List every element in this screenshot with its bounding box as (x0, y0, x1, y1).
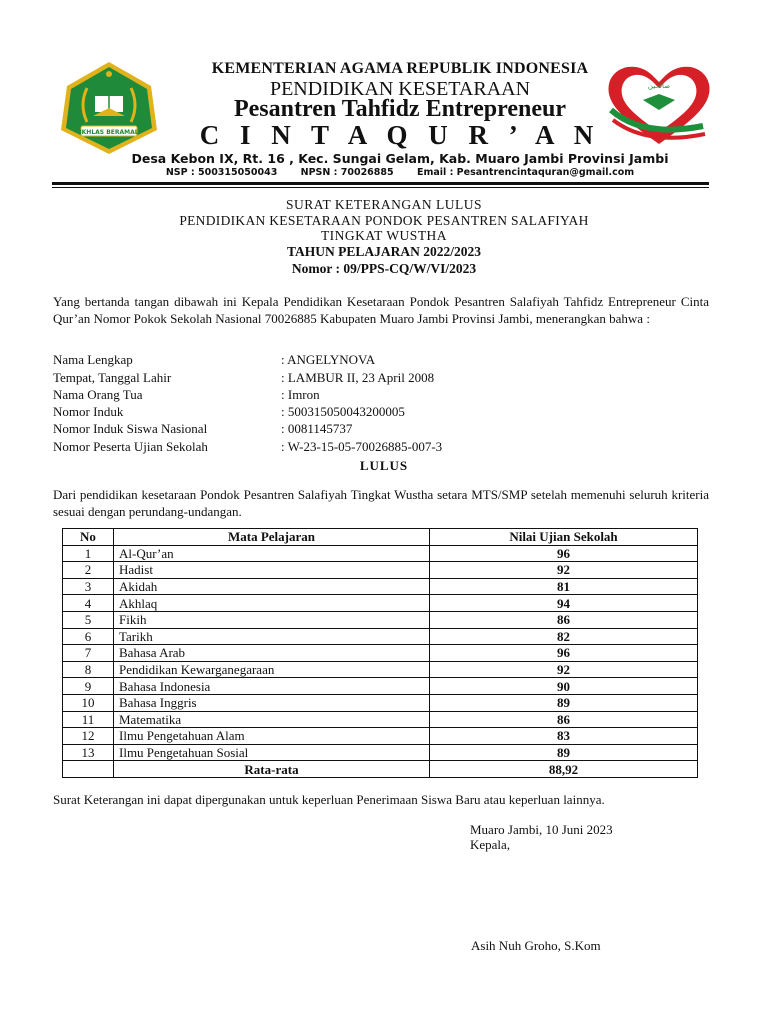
subject-name: Ilmu Pengetahuan Alam (114, 728, 430, 745)
subject-name: Hadist (114, 562, 430, 579)
row-number: 12 (63, 728, 114, 745)
ministry-name: KEMENTERIAN AGAMA REPUBLIK INDONESIA (211, 60, 589, 77)
field-label: Nomor Induk (53, 404, 124, 419)
subject-score: 86 (430, 711, 698, 728)
row-number: 11 (63, 711, 114, 728)
subject-score: 89 (430, 694, 698, 711)
subject-name: Matematika (114, 711, 430, 728)
subject-score: 92 (430, 661, 698, 678)
field-label: Nomor Peserta Ujian Sekolah (53, 439, 208, 454)
document-year: TAHUN PELAJARAN 2022/2023 (286, 244, 481, 259)
school-type: Pesantren Tahfidz Entrepreneur (233, 96, 567, 122)
row-number: 8 (63, 661, 114, 678)
subject-name: Bahasa Indonesia (114, 678, 430, 695)
subject-score: 96 (430, 645, 698, 662)
subject-score: 96 (430, 545, 698, 562)
npsn-text: NPSN : 70026885 (300, 167, 394, 178)
table-row (63, 728, 698, 745)
subject-score: 82 (430, 628, 698, 645)
intro-paragraph: Yang bertanda tangan dibawah ini Kepala Pendidikan Kesetaraan Pondok Pesantren Salafiyah Tahfidz Entrepreneur Cinta Qur’an Nomor Pokok Sekolah Nasional 70026885 Kabupaten Muaro Jambi Provinsi Jambi, menerangkan bahwa : (53, 294, 709, 326)
table-row (63, 678, 698, 695)
subject-score: 92 (430, 562, 698, 579)
email-text: Email : Pesantrencintaquran@gmail.com (416, 167, 635, 178)
field-label: Nama Orang Tua (53, 387, 143, 402)
field-value-birth: : LAMBUR II, 23 April 2008 (281, 370, 435, 385)
subject-score: 94 (430, 595, 698, 612)
column-header-score: Nilai Ujian Sekolah (430, 529, 698, 546)
row-number: 5 (63, 611, 114, 628)
table-row (63, 562, 698, 579)
subject-name: Pendidikan Kewarganegaraan (114, 661, 430, 678)
document-title: SURAT KETERANGAN LULUS (285, 197, 482, 212)
table-row (63, 645, 698, 662)
subject-name: Ilmu Pengetahuan Sosial (114, 744, 430, 761)
average-value: 88,92 (430, 761, 698, 778)
table-row (63, 661, 698, 678)
signature-position: Kepala, (470, 837, 511, 852)
graduation-status: LULUS (359, 458, 409, 473)
subject-name: Fikih (114, 611, 430, 628)
average-row (63, 761, 698, 778)
subject-name: Tarikh (114, 628, 430, 645)
left-logo-text: IKHLAS BERAMAL (79, 129, 139, 136)
row-number: 13 (63, 744, 114, 761)
row-number: 2 (63, 562, 114, 579)
pesantren-heart-logo (603, 60, 715, 148)
row-number: 1 (63, 545, 114, 562)
table-row (63, 628, 698, 645)
field-value-student-id: : 500315050043200005 (281, 404, 405, 419)
letterhead-rule-thick (52, 182, 709, 185)
field-value-nisn: : 0081145737 (281, 421, 353, 436)
field-value-parent: : Imron (281, 387, 320, 402)
field-value-exam-number: : W-23-15-05-70026885-007-3 (281, 439, 443, 454)
signature-name: Asih Nuh Groho, S.Kom (471, 938, 601, 953)
row-number: 3 (63, 578, 114, 595)
subject-name: Akidah (114, 578, 430, 595)
document-level: TINGKAT WUSTHA (320, 228, 448, 243)
average-label: Rata-rata (114, 761, 430, 778)
usage-note: Surat Keterangan ini dapat dipergunakan untuk keperluan Penerimaan Siswa Baru atau keperluan lainnya. (53, 792, 605, 807)
table-row (63, 578, 698, 595)
document-subtitle: PENDIDIKAN KESETARAAN PONDOK PESANTREN SALAFIYAH (179, 213, 589, 228)
subject-score: 81 (430, 578, 698, 595)
table-row (63, 711, 698, 728)
field-value-name: : ANGELYNOVA (281, 352, 376, 367)
field-label: Tempat, Tanggal Lahir (53, 370, 172, 385)
row-number: 9 (63, 678, 114, 695)
subject-name: Akhlaq (114, 595, 430, 612)
subject-score: 86 (430, 611, 698, 628)
table-row (63, 611, 698, 628)
row-number: 6 (63, 628, 114, 645)
subject-name: Al-Qur’an (114, 545, 430, 562)
subject-score: 83 (430, 728, 698, 745)
letterhead-rule-thin (52, 187, 709, 188)
nsp-text: NSP : 500315050043 (165, 167, 278, 178)
school-identifiers (120, 167, 680, 178)
statement-paragraph: Dari pendidikan kesetaraan Pondok Pesantren Salafiyah Tingkat Wustha setara MTS/SMP setelah memenuhi seluruh kriteria sesuai dengan perundang-undangan. (53, 487, 709, 519)
grades-table (62, 528, 698, 778)
table-row (63, 545, 698, 562)
row-number: 4 (63, 595, 114, 612)
table-header-row (63, 529, 698, 546)
subject-name: Bahasa Inggris (114, 694, 430, 711)
document-number: Nomor : 09/PPS-CQ/W/VI/2023 (291, 261, 477, 276)
program-name: PENDIDIKAN KESETARAAN (269, 78, 531, 100)
table-row (63, 694, 698, 711)
column-header-subject: Mata Pelajaran (114, 529, 430, 546)
row-number: 7 (63, 645, 114, 662)
subject-name: Bahasa Arab (114, 645, 430, 662)
school-address: Desa Kebon IX, Rt. 16 , Kec. Sungai Gelam, Kab. Muaro Jambi Provinsi Jambi (131, 151, 669, 166)
school-name: C I N T A Q U R ’ A N (199, 120, 601, 150)
table-row (63, 744, 698, 761)
table-row (63, 595, 698, 612)
subject-score: 89 (430, 744, 698, 761)
average-empty-cell (63, 761, 114, 778)
signature-place-date: Muaro Jambi, 10 Juni 2023 (470, 822, 613, 837)
field-label: Nama Lengkap (53, 352, 133, 367)
row-number: 10 (63, 694, 114, 711)
right-logo-text: ﺻﺎﻟﺤﻴﻦ (647, 82, 671, 90)
column-header-no: No (63, 529, 114, 546)
field-label: Nomor Induk Siswa Nasional (53, 421, 208, 436)
subject-score: 90 (430, 678, 698, 695)
